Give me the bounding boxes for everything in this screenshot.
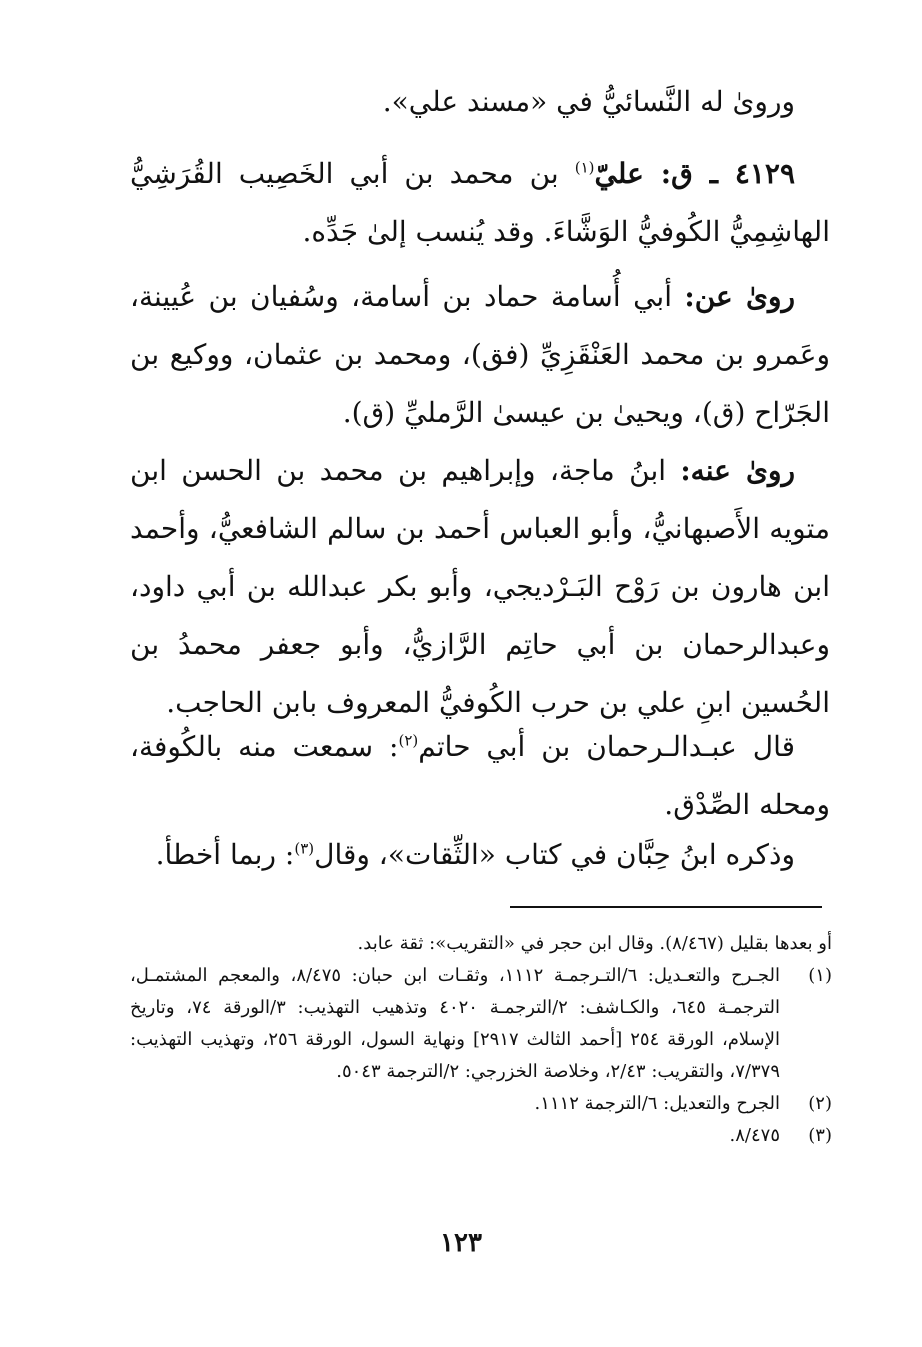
footnote-number: (١) <box>808 965 832 986</box>
entry-heading-paragraph <box>130 145 830 261</box>
footnote-ref-2: (٢) <box>398 731 419 750</box>
narrated-from-text: أبي أُسامة حماد بن أسامة، وسُفيان بن عُيينة، وعَمرو بن محمد العَنْقَزِيِّ (فق)، ومحمد بن عثمان، ووكيع بن الجَرّاح (ق)، ويحيىٰ بن عيسىٰ الرَّمليِّ (ق). <box>130 280 830 429</box>
paragraph-narration <box>130 73 830 131</box>
narrated-by-paragraph <box>130 442 830 732</box>
narrated-by-label: روىٰ عنه: <box>680 454 795 487</box>
footnote-text: الجرح والتعديل: ٦/الترجمة ١١١٢. <box>534 1093 780 1114</box>
footnote-1 <box>130 960 832 1088</box>
abi-hatim-paragraph <box>130 718 830 834</box>
narrated-by-block <box>130 442 830 732</box>
footnote-text: الجـرح والتعـديل: ٦/التـرجمـة ١١١٢، وثقـات ابن حبان: ٨/٤٧٥، والمعجم المشتمـل، الترجمـة ٦٤٥، والكـاشف: ٢/الترجمـة ٤٠٢٠ وتذهيب التهذيب: ٣/الورقة ٧٤، وتاريخ الإسلام، الورقة ٢٥٤ [أحمد الثالث ٢٩١٧] ونهاية السول، الورقة ٢٥٦، وتهذيب التهذيب: ٧/٣٧٩، والتقريب: ٢/٤٣، وخلاصة الخزرجي: ٢/الترجمة ٥٠٤٣. <box>130 965 781 1082</box>
narrated-by-text: ابنُ ماجة، وإبراهيم بن محمد بن الحسن ابن متويه الأَصبهانيُّ، وأبو العباس أحمد بن سالم الشافعيُّ، وأحمد ابن هارون بن رَوْح البَـرْديجي، وأبو بكر عبدالله بن أبي داود، وعبدالرحمان بن أبي حاتِم الرَّازيُّ، وأبو جعفر محمدُ بن الحُسين ابنِ علي بن حرب الكُوفيُّ المعروف بابن الحاجب. <box>130 454 830 719</box>
paragraph-text: وروىٰ له النَّسائيُّ في «مسند علي». <box>382 85 795 118</box>
footnote-ref-1: (١) <box>574 158 595 177</box>
footnote-continuation: أو بعدها بقليل (٨/٤٦٧). وقال ابن حجر في «التقريب»: ثقة عابد. <box>357 933 832 954</box>
footnotes <box>130 928 832 1152</box>
entry-number: ٤١٢٩ <box>734 157 795 190</box>
narrated-from-label: روىٰ عن: <box>684 280 795 313</box>
page-number: ١٢٣ <box>440 1228 482 1258</box>
ibn-hibban-text-after: : ربما أخطأ. <box>155 838 295 871</box>
main-text <box>130 73 830 131</box>
narrated-from-block <box>130 268 830 442</box>
entry-separator: ـ ق: <box>643 157 735 190</box>
entry-block <box>130 145 830 261</box>
entry-name: عليّ <box>594 157 644 190</box>
abi-hatim-text-after: : سمعت منه بالكُوفة، ومحله الصِّدْق. <box>130 730 830 821</box>
footnote-3 <box>130 1120 832 1152</box>
abi-hatim-block <box>130 718 830 834</box>
footnote-number: (٢) <box>808 1093 832 1114</box>
footnote-text: ٨/٤٧٥. <box>729 1125 780 1146</box>
entry-name-rest: بن محمد بن أبي الخَصِيب القُرَشِيُّ الهاشِمِيُّ الكُوفيُّ الوَشَّاءَ. وقد يُنسب إلىٰ جَدِّه. <box>130 157 830 248</box>
abi-hatim-text-before: قال عبـدالـرحمان بن أبي حاتم <box>418 730 795 763</box>
footnote-ref-3: (٣) <box>294 839 315 858</box>
ibn-hibban-paragraph <box>130 826 830 884</box>
footnote-2 <box>130 1088 832 1120</box>
footnote-number: (٣) <box>808 1125 832 1146</box>
ibn-hibban-text-before: وذكره ابنُ حِبَّان في كتاب «الثِّقات»، وقال <box>314 838 795 871</box>
footnote-divider <box>510 906 822 908</box>
ibn-hibban-block <box>130 826 830 884</box>
narrated-from-paragraph <box>130 268 830 442</box>
